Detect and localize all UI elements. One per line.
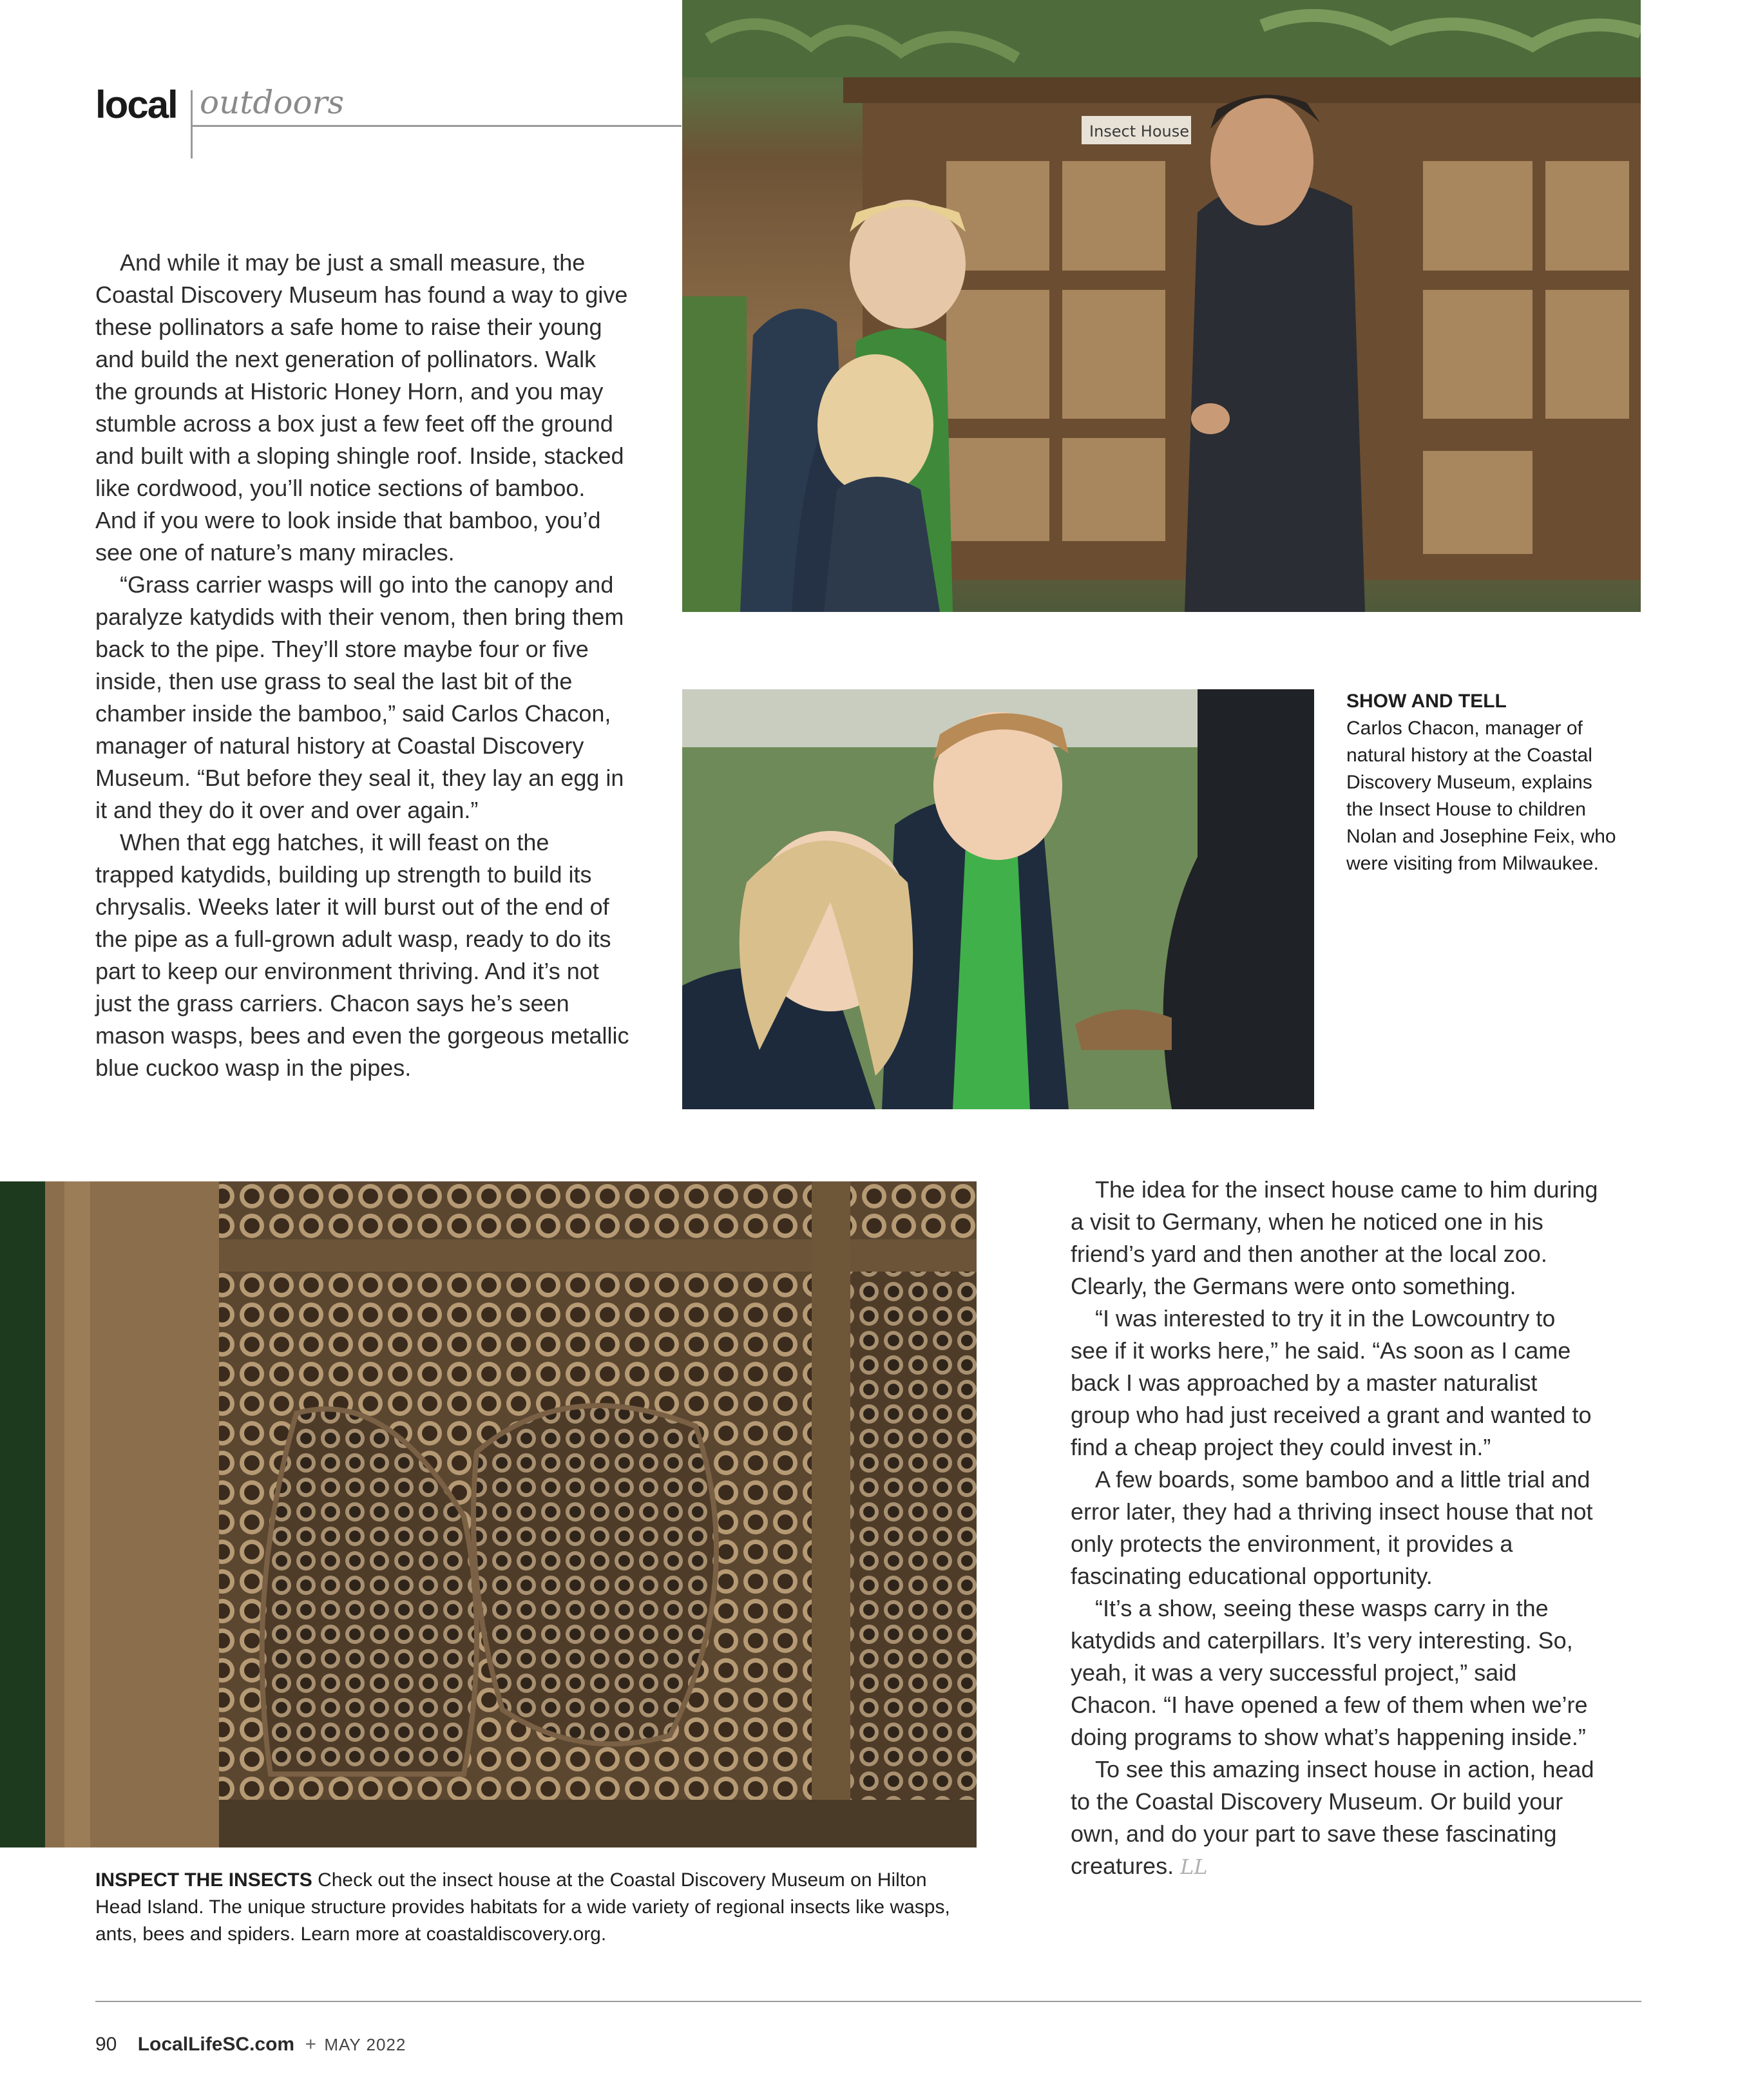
- page-number: 90: [95, 2034, 117, 2055]
- photo-insect-house-group: [682, 0, 1641, 612]
- article-column-2: [1071, 1174, 1599, 1883]
- paragraph: “Grass carrier wasps will go into the canopy and paralyze katydids with their venom, then bring them back to the pipe. They’ll store maybe four or five inside, then use grass to seal the last bit of the chamber inside the bamboo,” said Carlos Chacon, manager of natural history at Coastal Discovery Museum. “But before they seal it, they lay an egg in it and they do it over and over again.”: [95, 571, 624, 823]
- end-mark: LL: [1180, 1855, 1208, 1879]
- caption-title: INSPECT THE INSECTS: [95, 1869, 312, 1891]
- footer-issue: MAY 2022: [324, 2035, 406, 2054]
- caption-inspect-the-insects: [95, 1867, 971, 1948]
- header-rule: [191, 125, 682, 127]
- article-column-1: [95, 247, 630, 1084]
- paragraph: And while it may be just a small measure, the Coastal Discovery Museum has found a way to give these pollinators a safe home to raise their young and build the next generation of pollinators. Walk the grounds at Historic Honey Horn, and you may stumble across a box just a few feet off the ground and built with a sloping shingle roof. Inside, stacked like cordwood, you’ll notice sections of bamboo. And if you were to look inside that bamboo, you’d see one of nature’s many miracles.: [95, 249, 628, 566]
- caption-show-and-tell: [1346, 688, 1617, 877]
- subsection-label: outdoors: [200, 84, 345, 121]
- header-divider: [191, 90, 193, 158]
- photo-bamboo-tubes: [0, 1181, 977, 1847]
- paragraph: “I was interested to try it in the Lowcountry to see if it works here,” he said. “As soon as I came back I was approached by a master naturalist group who had just received a grant and wanted to find a cheap project they could invest in.”: [1071, 1305, 1592, 1460]
- caption-title: SHOW AND TELL: [1346, 691, 1507, 712]
- page-footer: [95, 2034, 406, 2056]
- footer-site: LocalLifeSC.com: [137, 2034, 295, 2055]
- paragraph-final: [1071, 1753, 1599, 1883]
- photo-children-closeup: [682, 689, 1314, 1109]
- photo-insect-house-group-illustration: [682, 0, 1641, 612]
- caption-text: Check out the insect house at the Coastal Discovery Museum on Hilton Head Island. The unique structure provides habitats for a wide variety of regional insects like wasps, ants, bees and spiders. Learn more at coastaldiscovery.org.: [95, 1869, 950, 1945]
- final-paragraph-text: To see this amazing insect house in action, head to the Coastal Discovery Museum. Or build your own, and do your part to save these fascinating creatures.: [1071, 1756, 1594, 1879]
- footer-rule: [95, 2001, 1641, 2002]
- photo-sign-text: Insect House: [1089, 122, 1190, 140]
- paragraph: “It’s a show, seeing these wasps carry in the katydids and caterpillars. It’s very interesting. So, yeah, it was a very successful project,” said Chacon. “I have opened a few of them when we’re doing programs to show what’s happening inside.”: [1071, 1595, 1588, 1750]
- caption-text: Carlos Chacon, manager of natural history at the Coastal Discovery Museum, explains the Insect House to children Nolan and Josephine Feix, who were visiting from Milwaukee.: [1346, 718, 1616, 874]
- paragraph: A few boards, some bamboo and a little trial and error later, they had a thriving insect house that not only protects the environment, it provides a fascinating educational opportunity.: [1071, 1466, 1593, 1589]
- footer-separator: +: [305, 2034, 316, 2055]
- photo-bamboo-tubes-illustration: [0, 1181, 977, 1847]
- paragraph: The idea for the insect house came to him during a visit to Germany, when he noticed one in his friend’s yard and then another at the local zoo. Clearly, the Germans were onto something.: [1071, 1176, 1598, 1299]
- paragraph: When that egg hatches, it will feast on the trapped katydids, building up strength to build its chrysalis. Weeks later it will burst out of the end of the pipe as a full-grown adult wasp, ready to do its part to keep our environment thriving. And it’s not just the grass carriers. Chacon says he’s seen mason wasps, bees and even the gorgeous metallic blue cuckoo wasp in the pipes.: [95, 829, 629, 1081]
- photo-children-closeup-illustration: [682, 689, 1314, 1109]
- section-label: local: [95, 83, 177, 126]
